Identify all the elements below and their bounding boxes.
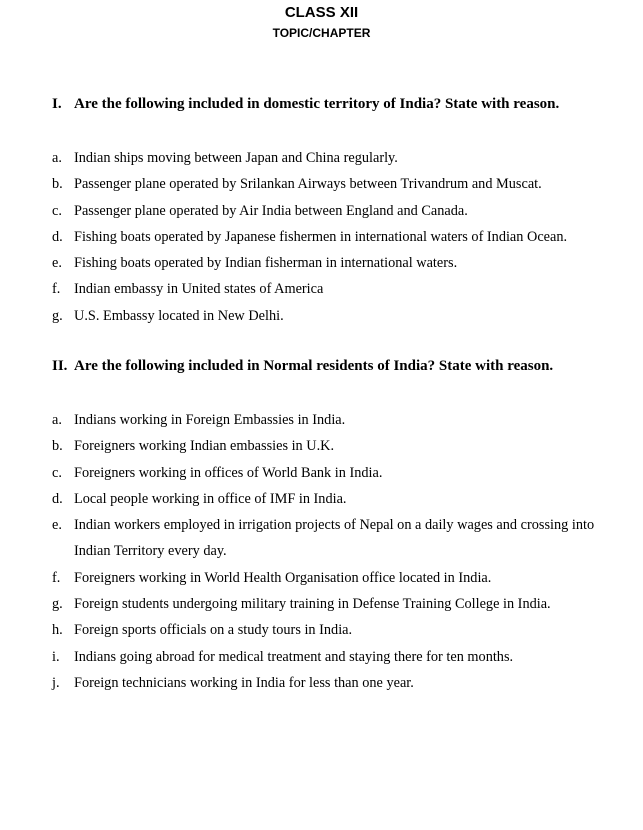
item-letter: h. [52, 622, 63, 639]
list-item [0, 198, 634, 224]
list-item [0, 407, 634, 433]
item-letter: f. [52, 569, 61, 586]
item-text: Indian embassy in United states of America [74, 281, 324, 298]
item-text: U.S. Embassy located in New Delhi. [74, 307, 284, 324]
item-text: Indians going abroad for medical treatment and staying there for ten months. [74, 648, 514, 665]
item-letter: c. [52, 464, 62, 481]
question-list-normal-residents [0, 407, 634, 696]
item-letter: d. [52, 228, 63, 245]
item-letter: e. [52, 517, 62, 534]
item-text: Fishing boats operated by Japanese fishermen in international waters of Indian Ocean. [74, 228, 568, 245]
list-item [0, 303, 634, 329]
item-text: Passenger plane operated by Srilankan Airways between Trivandrum and Muscat. [74, 176, 542, 193]
item-letter: a. [52, 412, 62, 428]
list-item [0, 670, 634, 696]
item-letter: b. [52, 176, 63, 193]
section-heading-text: Are the following included in Normal residents of India? State with reason. [74, 358, 554, 374]
section-heading-normal-residents [52, 358, 553, 375]
item-text: Passenger plane operated by Air India between England and Canada. [74, 202, 468, 219]
item-letter: c. [52, 202, 62, 219]
item-letter: d. [52, 490, 63, 507]
item-text: Foreigners working in offices of World Bank in India. [74, 464, 383, 481]
item-letter: i. [52, 648, 60, 665]
list-item [0, 591, 634, 617]
item-text: Fishing boats operated by Indian fisherman in international waters. [74, 255, 458, 272]
list-item [0, 460, 634, 486]
list-item [0, 512, 634, 565]
list-item [0, 171, 634, 197]
list-item [0, 644, 634, 670]
item-letter: a. [52, 150, 62, 166]
item-text: Foreigners working in World Health Organisation office located in India. [74, 569, 492, 586]
item-text: Foreign sports officials on a study tours in India. [74, 622, 353, 639]
section-number: II. [52, 358, 68, 374]
section-heading-domestic-territory [52, 96, 559, 113]
item-letter: b. [52, 438, 63, 455]
topic-title: TOPIC/CHAPTER [272, 26, 371, 40]
item-text: Indians working in Foreign Embassies in India. [74, 412, 346, 428]
item-letter: g. [52, 596, 63, 613]
item-letter: j. [52, 674, 60, 691]
list-item [0, 224, 634, 250]
section-number: I. [52, 96, 62, 112]
list-item [0, 486, 634, 512]
item-text: Foreign technicians working in India for less than one year. [74, 674, 414, 691]
item-text: Indian ships moving between Japan and China regularly. [74, 150, 398, 166]
list-item [0, 250, 634, 276]
item-text: Local people working in office of IMF in India. [74, 490, 347, 507]
item-text: Indian workers employed in irrigation projects of Nepal on a daily wages and crossing into Indian Territory every day. [74, 517, 595, 560]
list-item [0, 617, 634, 643]
list-item [0, 145, 634, 171]
class-title: CLASS XII [284, 4, 359, 21]
list-item [0, 433, 634, 459]
item-letter: e. [52, 255, 62, 272]
item-letter: g. [52, 307, 63, 324]
list-item [0, 276, 634, 302]
item-text: Foreigners working Indian embassies in U.K. [74, 438, 335, 455]
question-list-domestic-territory [0, 145, 634, 329]
item-text: Foreign students undergoing military training in Defense Training College in India. [74, 596, 551, 613]
item-letter: f. [52, 281, 61, 298]
list-item [0, 565, 634, 591]
section-heading-text: Are the following included in domestic territory of India? State with reason. [74, 96, 560, 112]
